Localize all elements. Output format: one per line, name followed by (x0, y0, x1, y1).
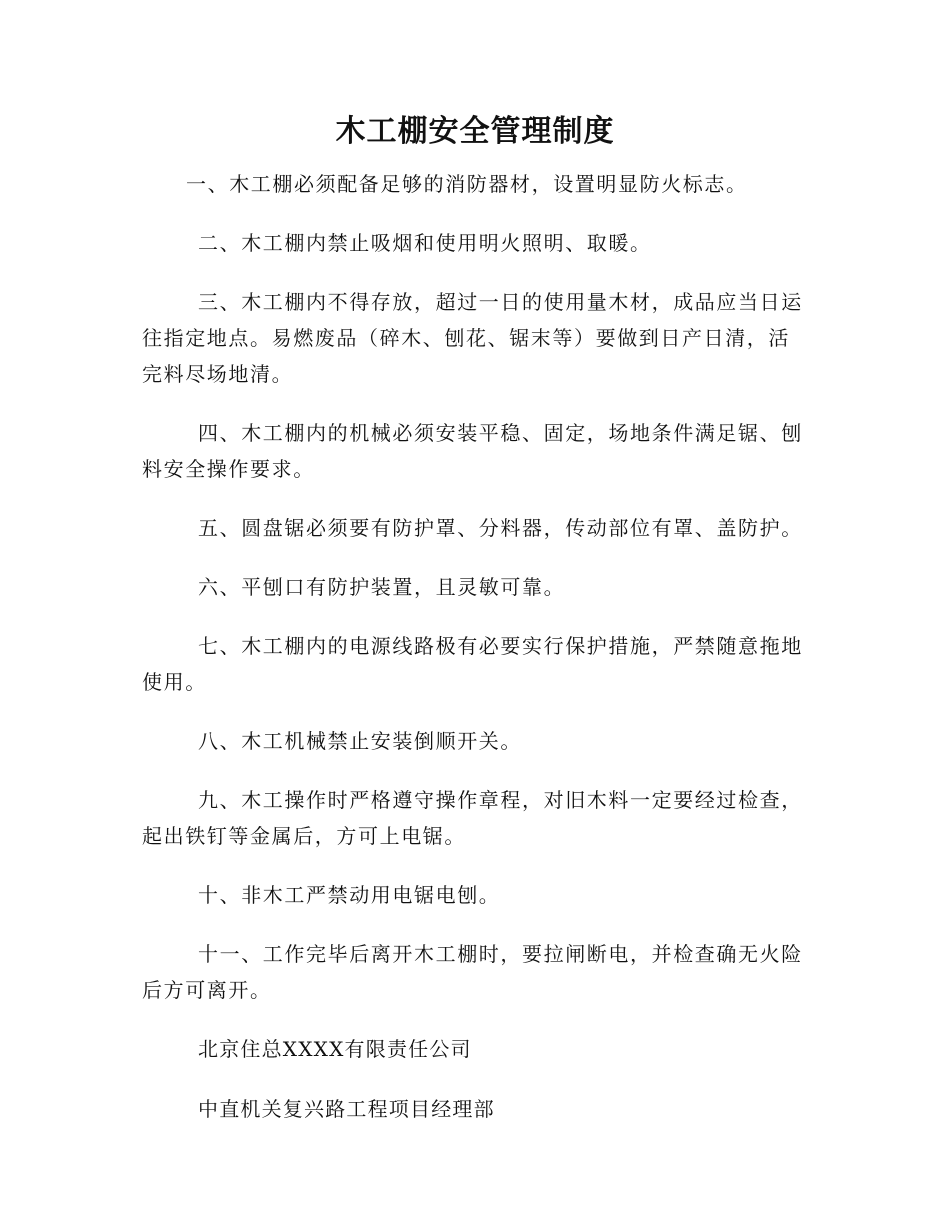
document-title: 木工棚安全管理制度 (335, 114, 615, 149)
signature-department: 中直机关复兴路工程项目经理部 (198, 1097, 495, 1121)
rule-paragraph-7: 七、木工棚内的电源线路极有必要实行保护措施，严禁随意拖地使用。 (142, 634, 803, 694)
rule-paragraph-6: 六、平刨口有防护装置，且灵敏可靠。 (198, 575, 566, 599)
rule-paragraph-9: 九、木工操作时严格遵守操作章程，对旧木料一定要经过检查，起出铁钉等金属后，方可上电锯。 (142, 788, 803, 848)
rule-paragraph-3: 三、木工棚内不得存放，超过一日的使用量木材，成品应当日运往指定地点。易燃废品（碎木、刨花、锯末等）要做到日产日清，活完料尽场地清。 (142, 290, 803, 386)
rule-paragraph-11: 十一、工作完毕后离开木工棚时，要拉闸断电，并检查确无火险后方可离开。 (142, 942, 803, 1002)
signature-company: 北京住总XXXX有限责任公司 (198, 1037, 472, 1061)
rule-paragraph-4: 四、木工棚内的机械必须安装平稳、固定，场地条件满足锯、刨料安全操作要求。 (142, 421, 803, 481)
rule-paragraph-5: 五、圆盘锯必须要有防护罩、分料器，传动部位有罩、盖防护。 (198, 516, 803, 540)
rule-paragraph-2: 二、木工棚内禁止吸烟和使用明火照明、取暖。 (198, 231, 652, 255)
rule-paragraph-10: 十、非木工严禁动用电锯电刨。 (198, 883, 501, 907)
rule-paragraph-1: 一、木工棚必须配备足够的消防器材，设置明显防火标志。 (186, 172, 748, 196)
document-body (142, 166, 808, 1151)
rule-paragraph-8: 八、木工机械禁止安装倒顺开关。 (198, 729, 522, 753)
